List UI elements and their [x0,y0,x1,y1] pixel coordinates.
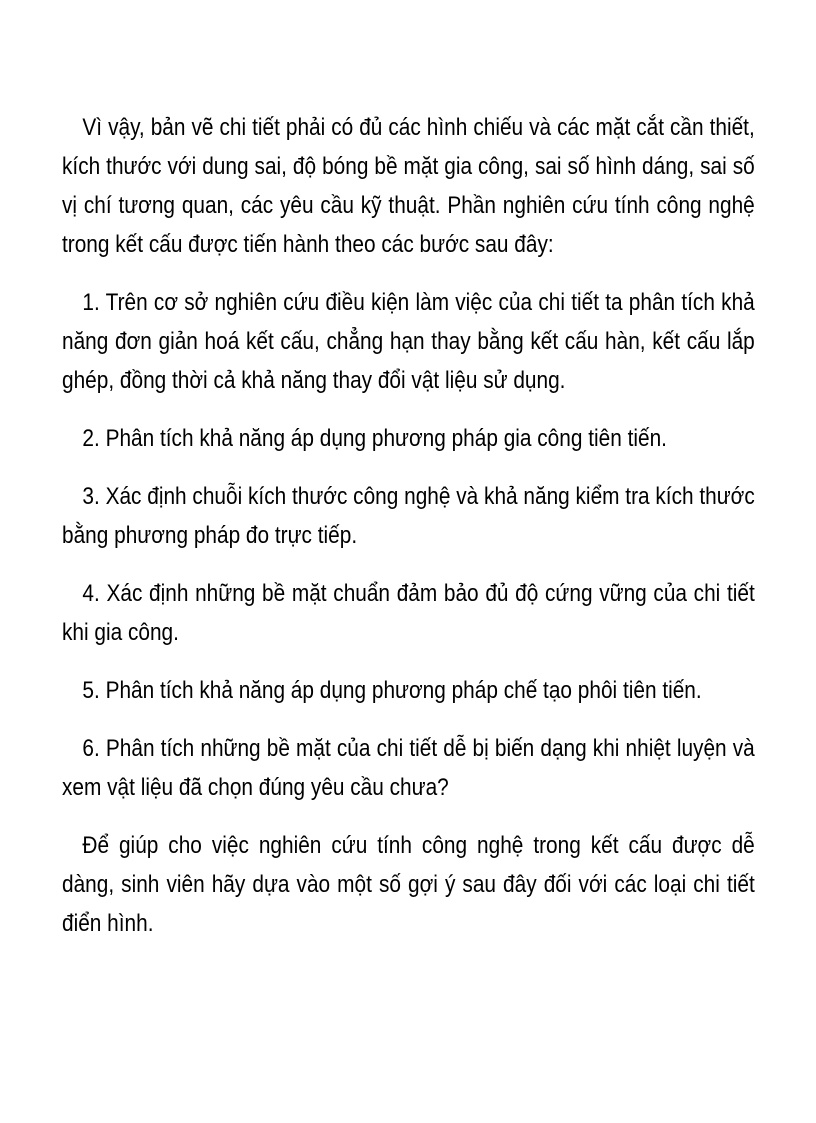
list-item-6 [62,729,755,807]
list-item-text: Phân tích những bề mặt của chi tiết dễ bị biến dạng khi nhiệt luyện và xem vật liệu đã chọn đúng yêu cầu chưa? [62,735,755,801]
document-body [62,108,756,962]
list-item-number: 1. [82,289,100,316]
list-item-number: 5. [82,677,100,704]
list-item-number: 6. [82,735,100,762]
closing-paragraph: Để giúp cho việc nghiên cứu tính công nghệ trong kết cấu được dễ dàng, sinh viên hãy dựa vào một số gợi ý sau đây đối với các loại chi tiết điển hình. [62,832,755,937]
list-item-4 [62,574,755,652]
list-item-text: Phân tích khả năng áp dụng phương pháp gia công tiên tiến. [105,425,667,452]
intro-paragraph: Vì vậy, bản vẽ chi tiết phải có đủ các hình chiếu và các mặt cắt cần thiết, kích thước với dung sai, độ bóng bề mặt gia công, sai số hình dáng, sai số vị chí tương quan, các yêu cầu kỹ thuật. Phần nghiên cứu tính công nghệ trong kết cấu được tiến hành theo các bước sau đây: [62,114,755,258]
list-item-text: Trên cơ sở nghiên cứu điều kiện làm việc của chi tiết ta phân tích khả năng đơn giản hoá kết cấu, chẳng hạn thay bằng kết cấu hàn, kết cấu lắp ghép, đồng thời cả khả năng thay đổi vật liệu sử dụng. [62,289,755,394]
list-item-number: 2. [82,425,100,452]
list-item-text: Phân tích khả năng áp dụng phương pháp chế tạo phôi tiên tiến. [105,677,702,704]
list-item-number: 4. [82,580,100,607]
list-item-2 [62,419,755,458]
list-item-3 [62,477,755,555]
list-item-number: 3. [82,483,100,510]
list-item-5 [62,671,755,710]
list-item-text: Xác định những bề mặt chuẩn đảm bảo đủ độ cứng vững của chi tiết khi gia công. [62,580,755,646]
list-item-text: Xác định chuỗi kích thước công nghệ và khả năng kiểm tra kích thước bằng phương pháp đo trực tiếp. [62,483,755,549]
list-item-1 [62,283,755,400]
